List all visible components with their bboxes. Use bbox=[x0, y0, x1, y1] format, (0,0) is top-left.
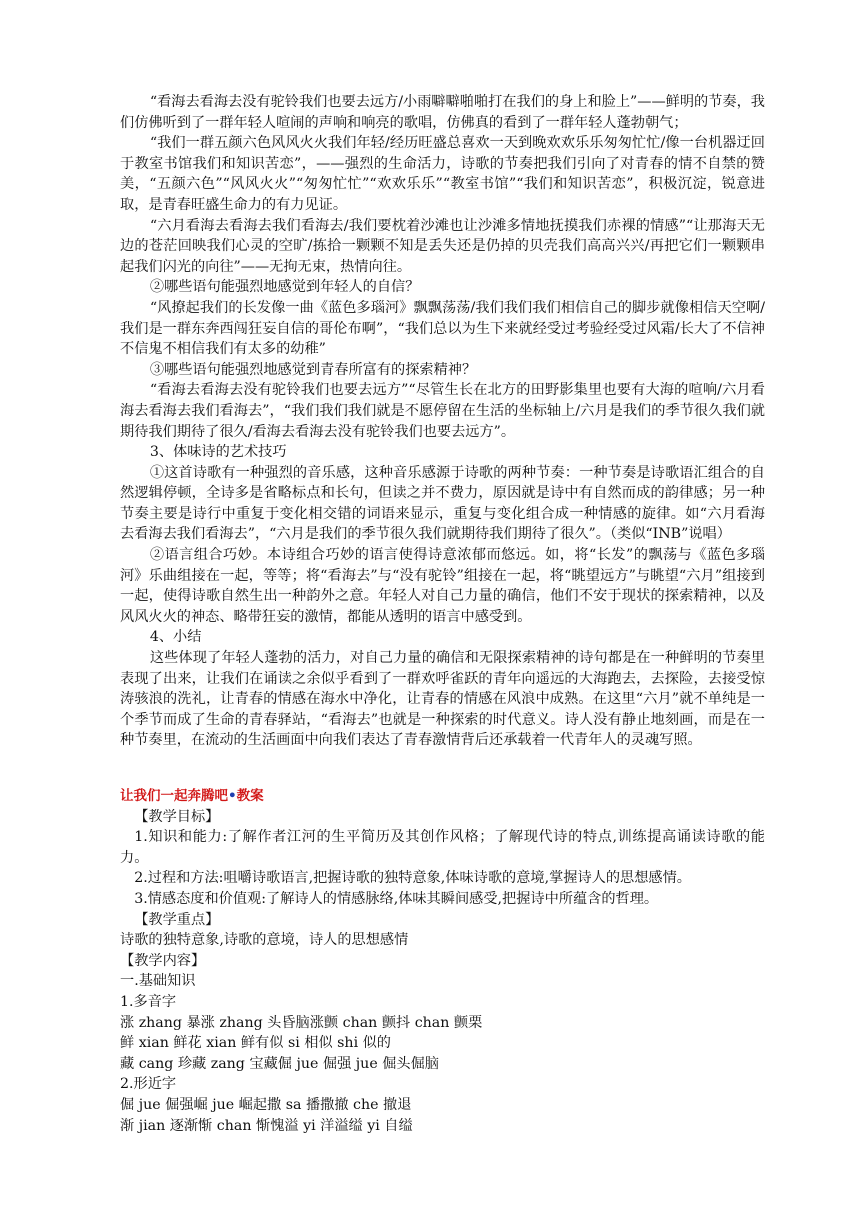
question-exploration: ③哪些语句能强烈地感觉到青春所富有的探索精神？ bbox=[149, 361, 477, 378]
polyphone-line: 藏 cang 珍藏 zang 宝藏倔 jue 倔强 jue 倔头倔脑 bbox=[120, 1055, 439, 1072]
polyphones-heading: 1.多音字 bbox=[120, 993, 177, 1010]
lesson-title bbox=[120, 786, 765, 807]
basics-heading: 一.基础知识 bbox=[120, 973, 196, 990]
paragraph-june-sea: “六月看海去看海去我们看海去/我们要枕着沙滩也让沙滩多情地抚摸我们赤裸的情感”“让那海天无边的苍茫回映我们心灵的空旷/拣拾一颗颗不知是丢失还是仍掉的贝壳我们高高兴兴/再把它们一颗颗串起我们闪光的向往”——无拘无束，热情向往。 bbox=[120, 217, 765, 275]
paragraph-language: ②语言组合巧妙。本诗组合巧妙的语言使得诗意浓郁而悠远。如，将“长发”的飘荡与《蓝色多瑙河》乐曲组接在一起，等等；将“看海去”与“没有驼铃”组接在一起，将“眺望远方”与眺望“六月”组接到一起，使得诗歌自然生出一种韵外之意。年轻人对自己力量的确信，他们不安于现状的探索精神，以及风风火火的神态、略带狂妄的激情，都能从透明的语言中感受到。 bbox=[120, 547, 765, 625]
similar-chars-heading: 2.形近字 bbox=[120, 1076, 177, 1093]
objectives-heading: 【教学目标】 bbox=[134, 808, 220, 825]
objective-knowledge: 1.知识和能力:了解作者江河的生平简历及其创作风格；了解现代诗的特点,训练提高诵读诗歌的能力。 bbox=[120, 829, 765, 866]
polyphone-line: 鲜 xian 鲜花 xian 鲜有似 si 相似 shi 似的 bbox=[120, 1035, 391, 1052]
objective-process: 2.过程和方法:咀嚼诗歌语言,把握诗歌的独特意象,体味诗歌的意境,掌握诗人的思想感情。 bbox=[134, 870, 691, 887]
lesson-title-suffix: 教案 bbox=[236, 788, 264, 804]
objective-emotion: 3.情感态度和价值观:了解诗人的情感脉络,体味其瞬间感受,把握诗中所蕴含的哲理。 bbox=[134, 890, 659, 907]
paragraph-rhythm: “看海去看海去没有驼铃我们也要去远方/小雨噼噼啪啪打在我们的身上和脸上”——鲜明的节奏，我们仿佛听到了一群年轻人喧闹的声响和响亮的歌唱，仿佛真的看到了一群年轻人蓬勃朝气； bbox=[120, 94, 765, 131]
title-bullet: • bbox=[228, 788, 237, 804]
lesson-plan-section bbox=[120, 786, 765, 1136]
similar-char-line: 渐 jian 逐渐惭 chan 惭愧溢 yi 洋溢缢 yi 自缢 bbox=[120, 1117, 413, 1134]
polyphone-line: 涨 zhang 暴涨 zhang 头昏脑涨颤 chan 颤抖 chan 颤栗 bbox=[120, 1014, 483, 1031]
paragraph-exploration-quotes: “看海去看海去没有驼铃我们也要去远方”“尽管生长在北方的田野影集里也要有大海的喧响/六月看海去看海去我们看海去”，“我们我们我们就是不愿停留在生活的坐标轴上/六月是我们的季节很久我们就期待我们期待了很久/看海去看海去没有驼铃我们也要去远方”。 bbox=[120, 382, 765, 440]
heading-summary: 4、小结 bbox=[149, 629, 202, 646]
heading-art-technique: 3、体味诗的艺术技巧 bbox=[149, 444, 287, 461]
key-points-text: 诗歌的独特意象,诗歌的意境，诗人的思想感情 bbox=[120, 932, 409, 949]
lesson-title-text: 让我们一起奔腾吧 bbox=[120, 788, 228, 804]
content-heading: 【教学内容】 bbox=[120, 952, 206, 969]
paragraph-confidence-quotes: “风撩起我们的长发像一曲《蓝色多瑙河》飘飘荡荡/我们我们我们相信自己的脚步就像相信天空啊/我们是一群东奔西闯狂妄自信的哥伦布啊”，“我们总以为生下来就经受过考验经受过风霜/长大了不信神不信鬼不相信我们有太多的幼稚” bbox=[120, 299, 765, 358]
question-confidence: ②哪些语句能强烈地感觉到年轻人的自信？ bbox=[149, 279, 420, 296]
paragraph-summary: 这些体现了年轻人蓬勃的活力，对自己力量的确信和无限探索精神的诗句都是在一种鲜明的节奏里表现了出来，让我们在诵读之余似乎看到了一群欢呼雀跃的青年向遥远的大海跑去，去探险，去接受惊涛骇浪的洗礼，让青春的情感在海水中净化，让青春的情感在风浪中成熟。在这里“六月”就不单纯是一个季节而成了生命的青春驿站，“看海去”也就是一种探索的时代意义。诗人没有静止地刻画，而是在一种节奏里，在流动的生活画面中向我们表达了青春激情背后还承载着一代青年人的灵魂写照。 bbox=[120, 650, 765, 749]
paragraph-vitality: “我们一群五颜六色风风火火我们年轻/经历旺盛总喜欢一天到晚欢欢乐乐匆匆忙忙/像一台机器迂回于教室书馆我们和知识苦恋”，——强烈的生命活力，诗歌的节奏把我们引向了对青春的情不自禁的赞美，“五颜六色”“风风火火”“匆匆忙忙”“欢欢乐乐”“教室书馆”“我们和知识苦恋”，积极沉淀，锐意进取，是青春旺盛生命力的有力见证。 bbox=[120, 135, 765, 213]
similar-char-line: 倔 jue 倔强崛 jue 崛起撒 sa 播撒撤 che 撤退 bbox=[120, 1096, 412, 1113]
analysis-section bbox=[120, 92, 765, 751]
key-points-heading: 【教学重点】 bbox=[134, 911, 220, 928]
paragraph-musicality: ①这首诗歌有一种强烈的音乐感，这种音乐感源于诗歌的两种节奏：一种节奏是诗歌语汇组合的自然逻辑停顿，全诗多是省略标点和长句，但读之并不费力，原因就是诗中有自然而成的韵律感；另一种节奏主要是诗行中重复于变化相交错的词语来显示，重复与变化组合成一种情感的旋律。如“六月看海去看海去我们看海去”，“六月是我们的季节很久我们就期待我们期待了很久”。（类似“INB”说唱） bbox=[120, 464, 765, 543]
